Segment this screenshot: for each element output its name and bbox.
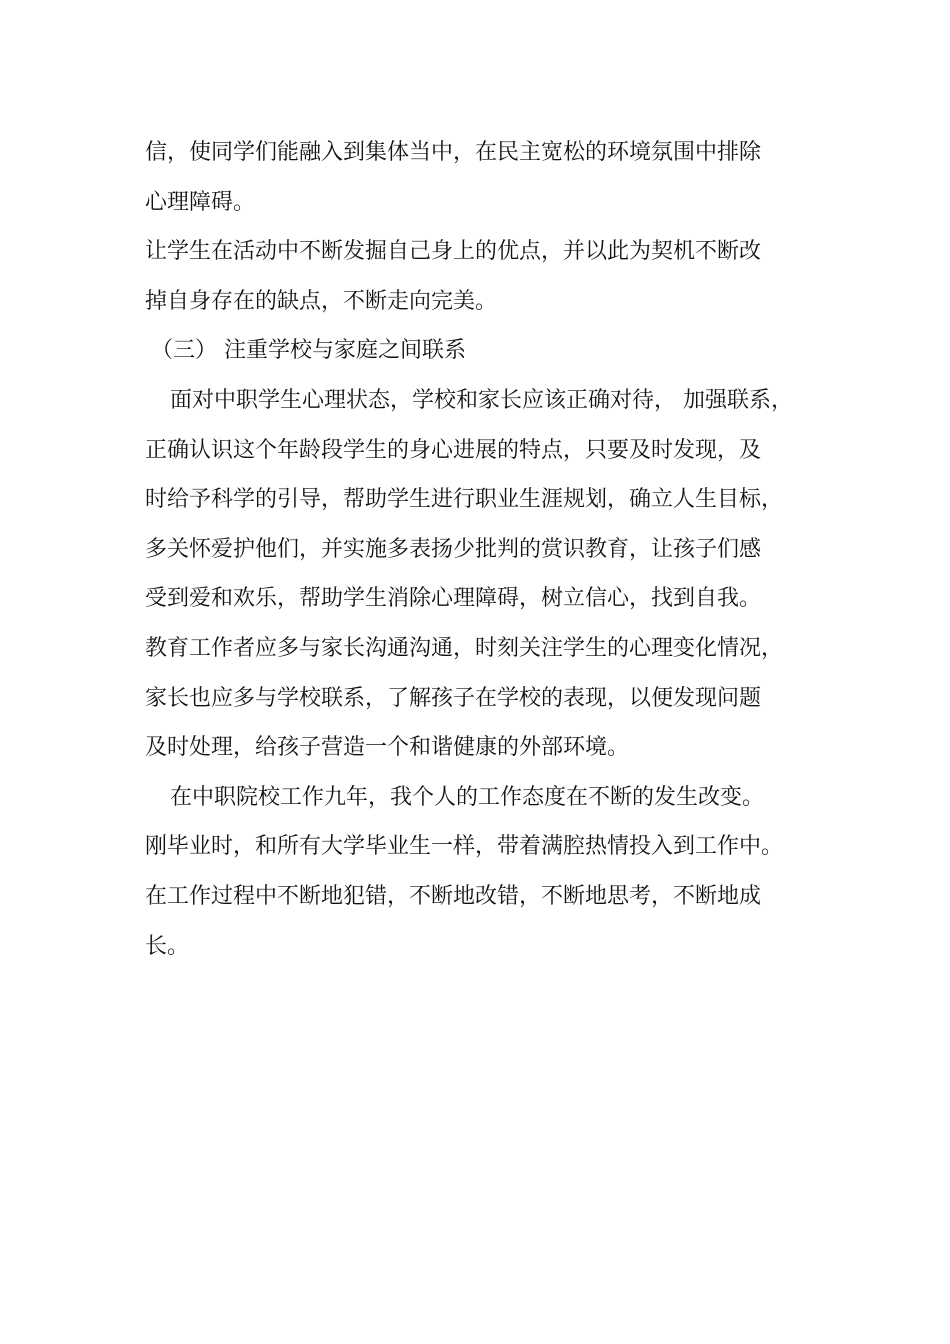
body-text (145, 128, 825, 971)
text-line: 掉自身存在的缺点，不断走向完美。 (145, 288, 498, 314)
text-line: 让学生在活动中不断发掘自己身上的优点，并以此为契机不断改 (145, 239, 762, 265)
text-line: 家长也应多与学校联系，了解孩子在学校的表现，以便发现问题 (145, 685, 762, 711)
text-line: 长。 (145, 933, 190, 959)
text-line: 刚毕业时，和所有大学毕业生一样，带着满腔热情投入到工作中。 (145, 834, 784, 860)
text-line: 多关怀爱护他们，并实施多表扬少批判的赏识教育，让孩子们感 (145, 536, 762, 562)
text-line: 教育工作者应多与家长沟通沟通，时刻关注学生的心理变化情况， (145, 635, 784, 661)
text-line: 面对中职学生心理状态，学校和家长应该正确对待， 加强联系， (170, 387, 793, 413)
text-line: 在中职院校工作九年，我个人的工作态度在不断的发生改变。 (170, 784, 765, 810)
text-line: 心理障碍。 (145, 189, 256, 215)
text-line: 正确认识这个年龄段学生的身心进展的特点，只要及时发现，及 (145, 437, 762, 463)
text-line: 及时处理，给孩子营造一个和谐健康的外部环境。 (145, 735, 630, 761)
text-line: 时给予科学的引导，帮助学生进行职业生涯规划，确立人生目标， (145, 487, 784, 513)
text-line: 受到爱和欢乐，帮助学生消除心理障碍，树立信心，找到自我。 (145, 586, 762, 612)
text-line: 在工作过程中不断地犯错，不断地改错，不断地思考，不断地成 (145, 883, 762, 909)
text-line: 信，使同学们能融入到集体当中，在民主宽松的环境氛围中排除 (145, 140, 762, 165)
section-heading: （三） 注重学校与家庭之间联系 (151, 338, 466, 364)
